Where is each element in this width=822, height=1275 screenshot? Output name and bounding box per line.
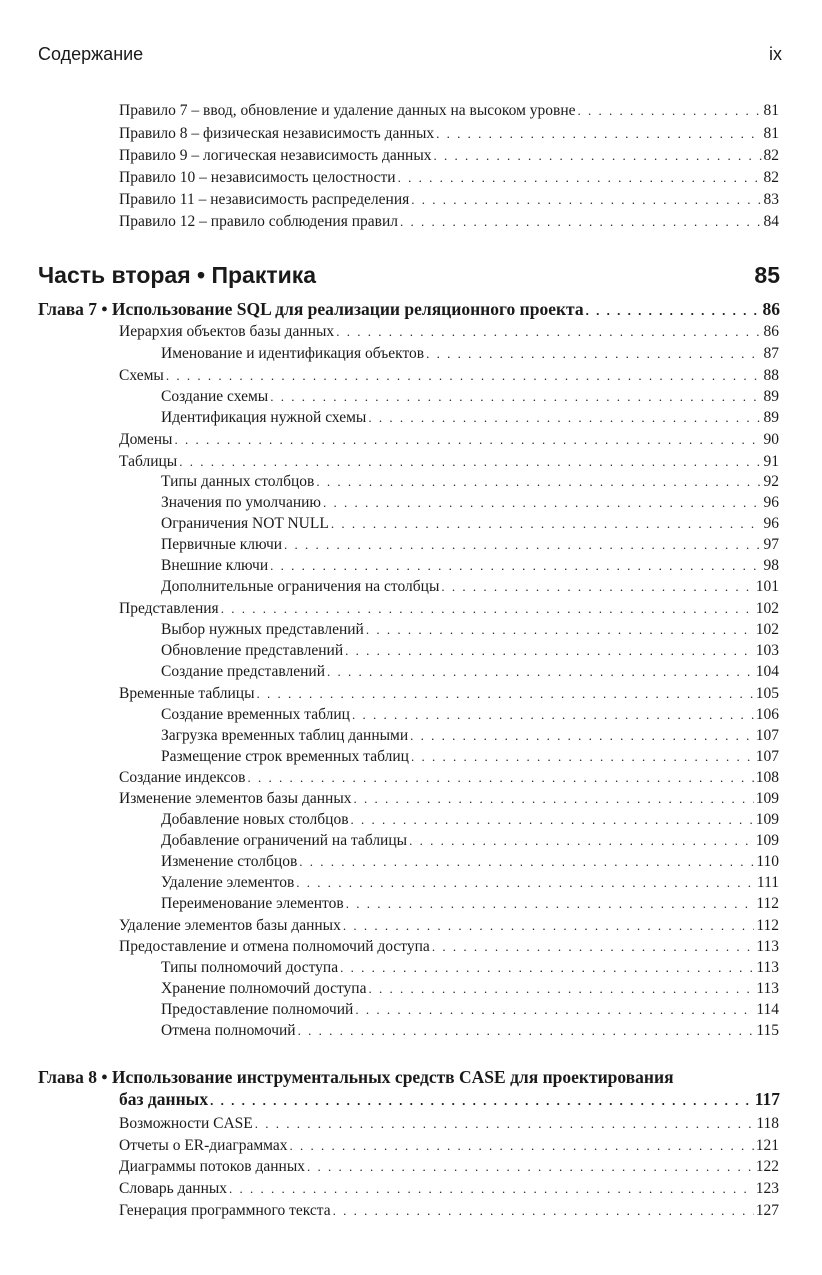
toc-entry-title: Переименование элементов — [161, 895, 344, 912]
toc-entry-title: Значения по умолчанию — [161, 494, 321, 511]
toc-entry — [119, 366, 779, 385]
toc-entry-title: Именование и идентификация объектов — [161, 345, 425, 362]
toc-subentry — [161, 408, 779, 427]
toc-dot-leader — [409, 831, 754, 850]
toc-entry-title: Первичные ключи — [161, 536, 283, 553]
toc-entry-title: Удаление элементов базы данных — [119, 917, 341, 934]
toc-entry — [119, 789, 779, 808]
toc-entry-page: 113 — [756, 980, 779, 997]
toc-dot-leader — [400, 212, 762, 231]
toc-entry-page: 111 — [756, 874, 779, 891]
toc-subentry — [161, 387, 779, 406]
toc-entry-title: Иерархия объектов базы данных — [119, 323, 335, 340]
toc-entry-page: 98 — [763, 557, 779, 574]
toc-dot-leader — [210, 1090, 753, 1112]
toc-dot-leader — [336, 322, 761, 341]
running-header — [38, 44, 782, 68]
toc-entry-title: Предоставление и отмена полномочий доступа — [119, 938, 430, 955]
toc-entry-title: Типы данных столбцов — [161, 473, 315, 490]
toc-entry-title: Выбор нужных представлений — [161, 621, 364, 638]
toc-dot-leader — [307, 1157, 754, 1176]
toc-subentry — [161, 514, 779, 533]
toc-entry-title: Правило 11 – независимость распределения — [119, 191, 410, 208]
toc-dot-leader — [354, 789, 754, 808]
chapter-8-heading-line1: Глава 8 • Использование инструментальных средств CASE для проектирования — [38, 1067, 674, 1087]
toc-entry-page: 107 — [755, 727, 779, 744]
toc-entry-page: 113 — [756, 938, 779, 955]
toc-dot-leader — [270, 387, 761, 406]
toc-dot-leader — [290, 1136, 754, 1155]
toc-dot-leader — [327, 662, 754, 681]
toc-subentry — [161, 979, 779, 998]
toc-dot-leader — [316, 472, 761, 491]
toc-entry-page: 108 — [755, 769, 779, 786]
toc-entry-title: Загрузка временных таблиц данными — [161, 727, 409, 744]
toc-entry-rule-12 — [119, 212, 779, 231]
toc-entry-page: 122 — [755, 1158, 779, 1175]
toc-entry-title: Создание представлений — [161, 663, 325, 680]
toc-entry-rule-7 — [119, 101, 779, 120]
header-title: Содержание — [38, 44, 144, 64]
toc-subentry — [161, 873, 779, 892]
toc-entry-page: 109 — [755, 790, 779, 807]
toc-dot-leader — [179, 452, 761, 471]
toc-dot-leader — [221, 599, 754, 618]
toc-dot-leader — [166, 366, 762, 385]
toc-dot-leader — [355, 1000, 754, 1019]
toc-entry-title: Изменение столбцов — [161, 853, 298, 870]
toc-entry — [119, 430, 779, 449]
toc-entry-page: 96 — [763, 515, 779, 532]
toc-entry-page: 107 — [755, 748, 779, 765]
toc-dot-leader — [298, 1021, 755, 1040]
toc-subentry — [161, 831, 779, 850]
toc-entry-page: 109 — [755, 811, 779, 828]
toc-subentry — [161, 535, 779, 554]
toc-dot-leader — [352, 705, 754, 724]
toc-entry-title: Дополнительные ограничения на столбцы — [161, 578, 440, 595]
toc-dot-leader — [333, 1201, 754, 1220]
toc-subentry — [161, 472, 779, 491]
toc-dot-leader — [345, 641, 754, 660]
toc-entry-page: 112 — [756, 895, 779, 912]
toc-dot-leader — [351, 810, 754, 829]
toc-entry-title: Внешние ключи — [161, 557, 269, 574]
toc-entry-page: 113 — [756, 959, 779, 976]
toc-entry-page: 88 — [763, 367, 779, 384]
toc-entry — [119, 1157, 779, 1176]
toc-entry-title: Таблицы — [119, 453, 178, 470]
toc-entry-page: 104 — [755, 663, 779, 680]
toc-dot-leader — [434, 146, 762, 165]
toc-subentry — [161, 958, 779, 977]
toc-entry-rule-8 — [119, 124, 779, 143]
toc-entry-title: Создание временных таблиц — [161, 706, 350, 723]
toc-entry-page: 89 — [763, 409, 779, 426]
toc-entry-title: Генерация программного текста — [119, 1202, 331, 1219]
toc-entry-page: 97 — [763, 536, 779, 553]
toc-entry-page: 86 — [763, 323, 779, 340]
toc-entry-title: Отмена полномочий — [161, 1022, 296, 1039]
toc-entry-title: Представления — [119, 600, 219, 617]
toc-entry-title: Обновление представлений — [161, 642, 344, 659]
toc-dot-leader — [368, 408, 761, 427]
toc-entry-page: 81 — [763, 102, 779, 119]
toc-entry — [119, 452, 779, 471]
chapter-title: Глава 7 • Использование SQL для реализации реляционного проекта — [38, 299, 584, 319]
toc-entry-page: 103 — [755, 642, 779, 659]
toc-entry — [119, 916, 779, 935]
toc-entry-page: 110 — [756, 853, 779, 870]
part-title: Часть вторая • Практика — [38, 262, 317, 288]
toc-dot-leader — [323, 493, 762, 512]
part-heading — [38, 262, 780, 290]
toc-entry-page: 127 — [755, 1202, 779, 1219]
toc-dot-leader — [410, 726, 754, 745]
toc-entry — [119, 937, 779, 956]
toc-entry-title: Правило 7 – ввод, обновление и удаление данных на высоком уровне — [119, 102, 576, 119]
toc-entry-title: Схемы — [119, 367, 164, 384]
toc-entry-page: 102 — [755, 621, 779, 638]
toc-entry — [119, 322, 779, 341]
toc-dot-leader — [284, 535, 761, 554]
toc-dot-leader — [426, 344, 761, 363]
toc-entry — [119, 1179, 779, 1198]
toc-entry — [119, 684, 779, 703]
toc-entry-title: Ограничения NOT NULL — [161, 515, 329, 532]
toc-entry-title: Возможности CASE — [119, 1115, 253, 1132]
toc-dot-leader — [174, 430, 761, 449]
toc-dot-leader — [331, 514, 762, 533]
header-page-number: ix — [769, 44, 782, 64]
toc-entry-title: Добавление ограничений на таблицы — [161, 832, 408, 849]
toc-entry-page: 105 — [755, 685, 779, 702]
toc-entry-title: Правило 12 – правило соблюдения правил — [119, 213, 398, 230]
toc-entry-title: Домены — [119, 431, 173, 448]
toc-dot-leader — [229, 1179, 754, 1198]
toc-dot-leader — [340, 958, 754, 977]
toc-entry-page: 114 — [756, 1001, 779, 1018]
toc-entry-title: Временные таблицы — [119, 685, 255, 702]
toc-entry-title: Создание схемы — [161, 388, 269, 405]
toc-dot-leader — [257, 684, 754, 703]
toc-entry-title: Создание индексов — [119, 769, 246, 786]
toc-entry-page: 102 — [755, 600, 779, 617]
toc-subentry — [161, 1021, 779, 1040]
toc-entry-title: Хранение полномочий доступа — [161, 980, 367, 997]
toc-dot-leader — [366, 620, 754, 639]
toc-subentry — [161, 852, 779, 871]
toc-entry-title: Словарь данных — [119, 1180, 228, 1197]
toc-entry-page: 87 — [763, 345, 779, 362]
toc-dot-leader — [368, 979, 754, 998]
toc-dot-leader — [398, 168, 762, 187]
toc-entry-title: Правило 9 – логическая независимость данных — [119, 147, 432, 164]
toc-entry-title: Отчеты о ER-диаграммах — [119, 1137, 288, 1154]
toc-dot-leader — [411, 747, 754, 766]
toc-dot-leader — [436, 124, 761, 143]
toc-subentry — [161, 556, 779, 575]
toc-entry-page: 123 — [755, 1180, 779, 1197]
toc-dot-leader — [432, 937, 755, 956]
toc-entry — [119, 1114, 779, 1133]
toc-entry-page: 96 — [763, 494, 779, 511]
toc-entry — [119, 1201, 779, 1220]
toc-entry-rule-10 — [119, 168, 779, 187]
chapter-page: 86 — [762, 299, 780, 319]
toc-entry-title: Добавление новых столбцов — [161, 811, 349, 828]
toc-entry-title: Размещение строк временных таблиц — [161, 748, 409, 765]
toc-dot-leader — [255, 1114, 755, 1133]
toc-entry-page: 81 — [763, 125, 779, 142]
toc-entry-page: 84 — [763, 213, 779, 230]
chapter-title: баз данных — [119, 1089, 209, 1109]
toc-entry-title: Типы полномочий доступа — [161, 959, 339, 976]
toc-dot-leader — [296, 873, 755, 892]
toc-subentry — [161, 577, 779, 596]
toc-entry-title: Правило 10 – независимость целостности — [119, 169, 396, 186]
toc-entry-title: Удаление элементов — [161, 874, 295, 891]
toc-entry-page: 118 — [756, 1115, 779, 1132]
toc-entry — [119, 599, 779, 618]
toc-subentry — [161, 726, 779, 745]
toc-dot-leader — [441, 577, 753, 596]
toc-subentry — [161, 1000, 779, 1019]
toc-subentry — [161, 620, 779, 639]
toc-entry-page: 112 — [756, 917, 779, 934]
toc-entry-title: Правило 8 – физическая независимость данных — [119, 125, 435, 142]
toc-subentry — [161, 493, 779, 512]
toc-entry-page: 121 — [755, 1137, 779, 1154]
toc-entry — [119, 768, 779, 787]
toc-dot-leader — [299, 852, 754, 871]
toc-subentry — [161, 894, 779, 913]
toc-entry-page: 106 — [755, 706, 779, 723]
toc-entry — [119, 1136, 779, 1155]
toc-entry-title: Изменение элементов базы данных — [119, 790, 352, 807]
toc-entry-page: 82 — [763, 147, 779, 164]
toc-subentry — [161, 705, 779, 724]
toc-subentry — [161, 344, 779, 363]
toc-entry-page: 101 — [755, 578, 779, 595]
toc-subentry — [161, 747, 779, 766]
toc-dot-leader — [578, 101, 762, 120]
toc-dot-leader — [248, 768, 754, 787]
toc-dot-leader — [411, 190, 761, 209]
toc-subentry — [161, 641, 779, 660]
toc-entry-page: 92 — [763, 473, 779, 490]
toc-entry-title: Идентификация нужной схемы — [161, 409, 367, 426]
chapter-8-heading-line2 — [119, 1088, 780, 1110]
toc-dot-leader — [346, 894, 755, 913]
toc-entry-page: 89 — [763, 388, 779, 405]
toc-entry-page: 83 — [763, 191, 779, 208]
toc-dot-leader — [270, 556, 761, 575]
toc-entry-rule-11 — [119, 190, 779, 209]
chapter-page: 117 — [754, 1089, 780, 1109]
chapter-7-heading — [38, 298, 780, 320]
toc-entry-title: Диаграммы потоков данных — [119, 1158, 306, 1175]
toc-entry-page: 90 — [763, 431, 779, 448]
toc-entry-page: 91 — [763, 453, 779, 470]
toc-entry-title: Предоставление полномочий — [161, 1001, 354, 1018]
toc-entry-page: 109 — [755, 832, 779, 849]
part-page: 85 — [754, 262, 780, 288]
toc-subentry — [161, 662, 779, 681]
toc-entry-rule-9 — [119, 146, 779, 165]
toc-subentry — [161, 810, 779, 829]
toc-entry-page: 115 — [756, 1022, 779, 1039]
toc-dot-leader — [343, 916, 754, 935]
toc-entry-page: 82 — [763, 169, 779, 186]
toc-dot-leader — [586, 300, 761, 322]
